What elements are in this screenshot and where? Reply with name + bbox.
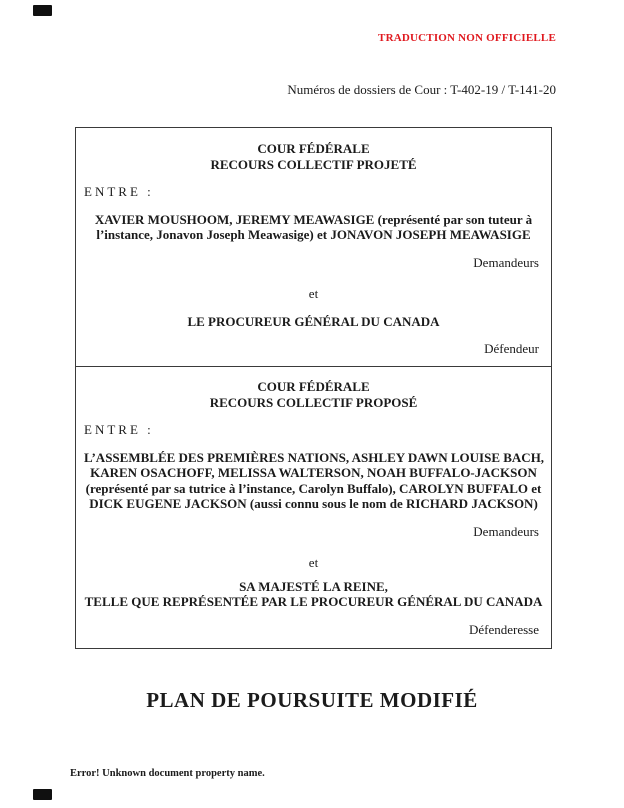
document-title: PLAN DE POURSUITE MODIFIÉ (146, 688, 478, 712)
between-label: ENTRE : (84, 422, 154, 437)
unofficial-translation-notice: TRADUCTION NON OFFICIELLE (378, 32, 556, 44)
footer-error-text: Error! Unknown document property name. (70, 768, 265, 779)
style-of-cause-box (75, 127, 552, 649)
plaintiffs-line: (représenté par sa tutrice à l’instance, Carolyn Buffalo), CAROLYN BUFFALO et (85, 480, 542, 496)
proceeding-type: RECOURS COLLECTIF PROPOSÉ (209, 394, 418, 410)
defendant-line: TELLE QUE REPRÉSENTÉE PAR LE PROCUREUR GÉNÉRAL DU CANADA (84, 594, 543, 609)
plaintiffs-names (84, 212, 543, 243)
defendant-name (84, 314, 543, 330)
court-name: COUR FÉDÉRALE (257, 141, 370, 156)
plaintiffs-role: Demandeurs (473, 523, 539, 539)
plaintiffs-line: l’instance, Jonavon Joseph Meawasige) et JONAVON JOSEPH MEAWASIGE (96, 227, 531, 242)
defendant-line: LE PROCUREUR GÉNÉRAL DU CANADA (187, 313, 440, 329)
plaintiffs-names (84, 450, 543, 512)
plaintiffs-role: Demandeurs (473, 254, 539, 270)
plaintiffs-line: XAVIER MOUSHOOM, JEREMY MEAWASIGE (représenté par son tuteur à (94, 211, 533, 227)
between-label: ENTRE : (84, 184, 154, 199)
case-section-afn (76, 367, 551, 648)
conjunction-et: et (308, 286, 319, 301)
defendant-role: Défenderesse (468, 621, 539, 637)
defendant-name (84, 579, 543, 610)
court-file-numbers: Numéros de dossiers de Cour : T-402-19 / T-141-20 (287, 82, 556, 97)
case-header (84, 141, 543, 172)
defendant-line: SA MAJESTÉ LA REINE, (239, 578, 388, 594)
plaintiffs-line: L’ASSEMBLÉE DES PREMIÈRES NATIONS, ASHLEY DAWN LOUISE BACH, (84, 449, 545, 465)
corner-mark-top (33, 5, 52, 16)
conjunction-et: et (308, 555, 319, 570)
plaintiffs-line: DICK EUGENE JACKSON (aussi connu sous le nom de RICHARD JACKSON) (89, 496, 538, 511)
case-section-moushoom (76, 128, 551, 367)
corner-mark-bottom (33, 789, 52, 800)
court-name: COUR FÉDÉRALE (257, 379, 370, 394)
plaintiffs-line: KAREN OSACHOFF, MELISSA WALTERSON, NOAH BUFFALO-JACKSON (90, 465, 537, 480)
case-header (84, 379, 543, 410)
defendant-role: Défendeur (484, 341, 539, 356)
proceeding-type: RECOURS COLLECTIF PROJETÉ (210, 156, 417, 172)
